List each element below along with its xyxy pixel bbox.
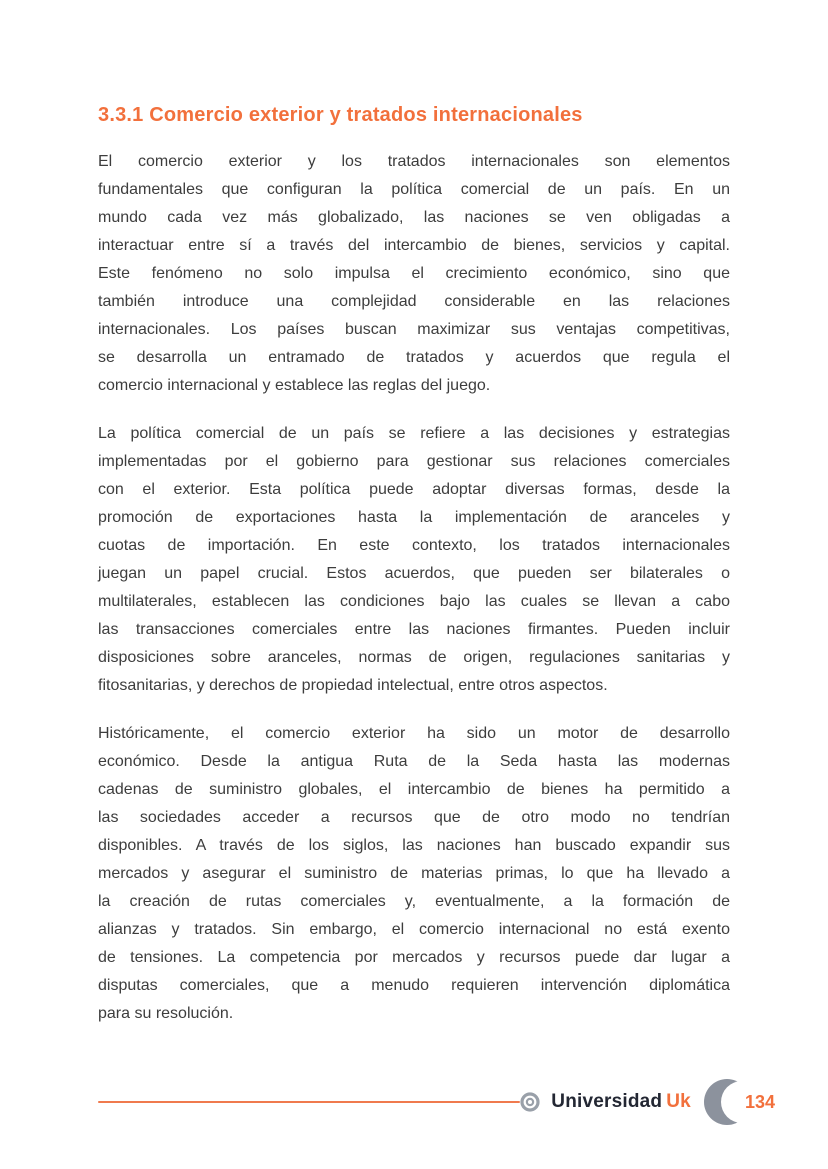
brand-wordmark <box>551 1091 691 1113</box>
paragraph-line: cadenas de suministro globales, el intercambio de bienes ha permitido a <box>98 781 730 798</box>
paragraph-line: mercados y asegurar el suministro de materias primas, lo que ha llevado a <box>98 865 730 882</box>
paragraph-line: Históricamente, el comercio exterior ha sido un motor de desarrollo <box>98 725 730 742</box>
paragraph-line: la creación de rutas comerciales y, eventualmente, a la formación de <box>98 893 730 910</box>
body-paragraphs <box>98 148 730 1028</box>
page-content <box>98 103 730 1028</box>
paragraph-line: cuotas de importación. En este contexto, los tratados internacionales <box>98 537 730 554</box>
paragraph-line: con el exterior. Esta política puede adoptar diversas formas, desde la <box>98 481 730 498</box>
paragraph <box>98 420 730 700</box>
paragraph-line: Este fenómeno no solo impulsa el crecimiento económico, sino que <box>98 265 730 282</box>
paragraph <box>98 148 730 400</box>
paragraph-line: promoción de exportaciones hasta la implementación de aranceles y <box>98 509 730 526</box>
paragraph-line: internacionales. Los países buscan maximizar sus ventajas competitivas, <box>98 321 730 338</box>
paragraph-line: se desarrolla un entramado de tratados y acuerdos que regula el <box>98 349 730 366</box>
paragraph-line: las transacciones comerciales entre las naciones firmantes. Pueden incluir <box>98 621 730 638</box>
section-heading: 3.3.1 Comercio exterior y tratados internacionales <box>98 104 583 126</box>
paragraph-line: de tensiones. La competencia por mercados y recursos puede dar lugar a <box>98 949 730 966</box>
footer-rule <box>98 1101 520 1103</box>
paragraph-line: juegan un papel crucial. Estos acuerdos, que pueden ser bilaterales o <box>98 565 730 582</box>
paragraph-line: comercio internacional y establece las reglas del juego. <box>98 377 491 394</box>
paragraph-line: fitosanitarias, y derechos de propiedad intelectual, entre otros aspectos. <box>98 677 608 694</box>
paragraph-line: para su resolución. <box>98 1005 234 1022</box>
paragraph <box>98 720 730 1028</box>
page-footer <box>98 1079 775 1125</box>
paragraph-line: La política comercial de un país se refiere a las decisiones y estrategias <box>98 425 730 442</box>
paragraph-line: interactuar entre sí a través del intercambio de bienes, servicios y capital. <box>98 237 730 254</box>
page-number: 134 <box>744 1091 775 1112</box>
brand-name: Universidad <box>551 1091 663 1112</box>
paragraph-line: multilaterales, establecen las condiciones bajo las cuales se llevan a cabo <box>98 593 730 610</box>
paragraph-line: alianzas y tratados. Sin embargo, el comercio internacional no está exento <box>98 921 730 938</box>
brand-suffix: Uk <box>666 1091 691 1112</box>
paragraph-line: fundamentales que configuran la política comercial de un país. En un <box>98 181 730 198</box>
paragraph-line: mundo cada vez más globalizado, las naciones se ven obligadas a <box>98 209 730 226</box>
paragraph-line: implementadas por el gobierno para gestionar sus relaciones comerciales <box>98 453 730 470</box>
paragraph-line: disponibles. A través de los siglos, las naciones han buscado expandir sus <box>98 837 730 854</box>
paragraph-line: las sociedades acceder a recursos que de otro modo no tendrían <box>98 809 730 826</box>
paragraph-line: también introduce una complejidad considerable en las relaciones <box>98 293 730 310</box>
paragraph-line: económico. Desde la antigua Ruta de la Seda hasta las modernas <box>98 753 730 770</box>
crescent-logo-icon <box>704 1079 740 1125</box>
circle-dot-icon <box>519 1091 541 1113</box>
paragraph-line: disputas comerciales, que a menudo requieren intervención diplomática <box>98 977 730 994</box>
paragraph-line: disposiciones sobre aranceles, normas de origen, regulaciones sanitarias y <box>98 649 730 666</box>
paragraph-line: El comercio exterior y los tratados internacionales son elementos <box>98 153 730 170</box>
